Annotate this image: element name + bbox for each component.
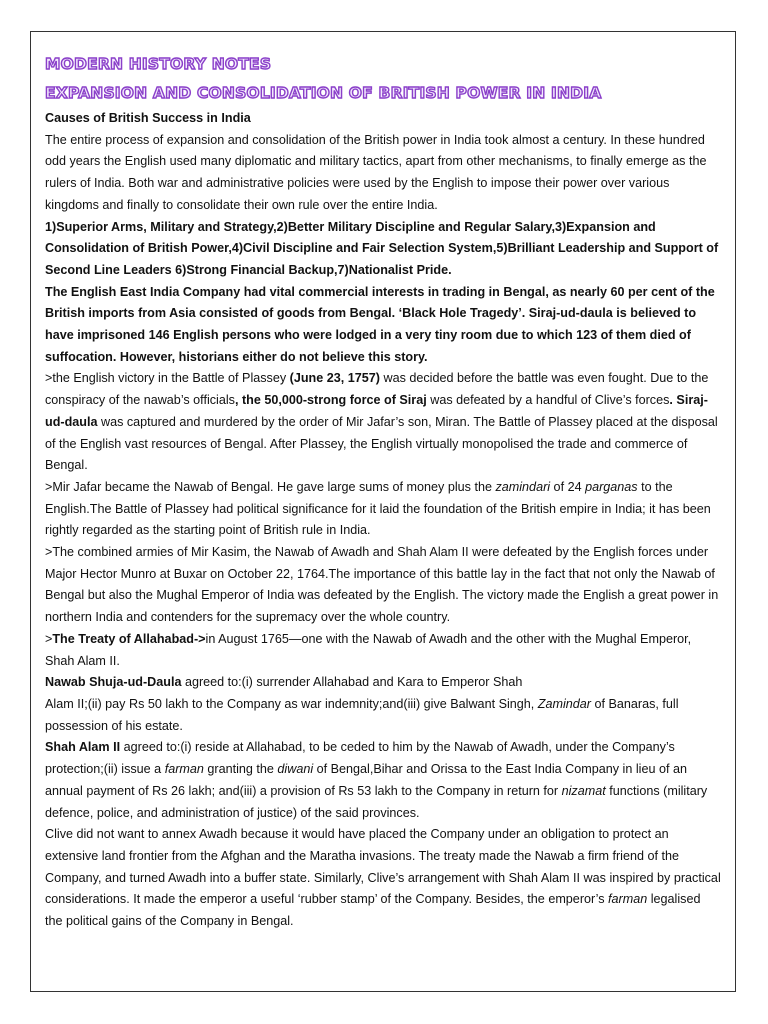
notes-title: MODERN HISTORY NOTES (45, 55, 272, 73)
causes-heading: Causes of British Success in India (45, 111, 251, 125)
bengal-paragraph: The English East India Company had vital commercial interests in trading in Bengal, as nearly 60 per cent of the British imports from Asia consisted of goods from Bengal. ‘Black Hole Tragedy’. Siraj-ud-daula is believed to have imprisoned 146 English persons who were lodged in a very tiny room due to which 123 of them died of suffocation. However, historians either do not believe this story. (45, 284, 715, 364)
treaty-paragraph: >The Treaty of Allahabad->in August 1765—one with the Nawab of Awadh and the other with the Mughal Emperor, Shah Alam II. (45, 631, 692, 668)
document-body (45, 50, 721, 933)
plassey-paragraph: >the English victory in the Battle of Plassey (June 23, 1757) was decided before the battle was even fought. Due to the conspiracy of the nawab’s officials, the 50,000-strong force of Siraj was defeated by a handful of Clive’s forces. Siraj-ud-daula was captured and murdered by the order of Mir Jafar’s son, Miran. The Battle of Plassey placed at the disposal of the English vast resources of Bengal. After Plassey, the English virtually monopolised the trade and commerce of Bengal. (45, 371, 718, 473)
shuja-paragraph: Nawab Shuja-ud-Daula agreed to:(i) surrender Allahabad and Kara to Emperor Shah Alam II;(ii) pay Rs 50 lakh to the Company as war indemnity;and(iii) give Balwant Singh, Zamindar of Banaras, full possession of his estate. (45, 675, 679, 733)
clive-paragraph: Clive did not want to annex Awadh because it would have placed the Company under an obligation to protect an extensive land frontier from the Afghan and the Maratha invasions. The treaty made the Nawab a firm friend of the Company, and turned Awadh into a buffer state. Similarly, Clive’s arrangement with Shah Alam II was inspired by practical considerations. It made the emperor a useful ‘rubber stamp’ of the Company. Besides, the emperor’s farman legalised the political gains of the Company in Bengal. (45, 827, 721, 929)
intro-paragraph: The entire process of expansion and consolidation of the British power in India took almost a century. In these hundred odd years the English used many diplomatic and military tactics, apart from other mechanisms, to finally emerge as the rulers of India. Both war and administrative policies were used by the English to impose their power over various kingdoms and finally to consolidate their own rule over the entire India. (45, 132, 707, 212)
buxar-paragraph: >The combined armies of Mir Kasim, the Nawab of Awadh and Shah Alam II were defeated by the English forces under Major Hector Munro at Buxar on October 22, 1764.The importance of this battle lay in the fact that not only the Nawab of Bengal but also the Mughal Emperor of India was defeated by the English. The victory made the English a great power in northern India and contenders for the supremacy over the whole country. (45, 545, 719, 625)
shah-alam-paragraph: Shah Alam II agreed to:(i) reside at Allahabad, to be ceded to him by the Nawab of Awadh, under the Company’s protection;(ii) issue a farman granting the diwani of Bengal,Bihar and Orissa to the East India Company in lieu of an annual payment of Rs 26 lakh; and(iii) a provision of Rs 53 lakh to the Company in return for nizamat functions (military defence, police, and administration of justice) of the said provinces. (45, 740, 708, 820)
topic-title: EXPANSION AND CONSOLIDATION OF BRITISH POWER IN INDIA (45, 84, 602, 102)
causes-list: 1)Superior Arms, Military and Strategy,2)Better Military Discipline and Regular Salary,3)Expansion and Consolidation of British Power,4)Civil Discipline and Fair Selection System,5)Brilliant Leadership and Support of Second Line Leaders 6)Strong Financial Backup,7)Nationalist Pride. (45, 219, 719, 277)
mir-jafar-paragraph: >Mir Jafar became the Nawab of Bengal. He gave large sums of money plus the zamindari of 24 parganas to the English.The Battle of Plassey had political significance for it laid the foundation of the British empire in India; it has been rightly regarded as the starting point of British rule in India. (45, 479, 711, 538)
